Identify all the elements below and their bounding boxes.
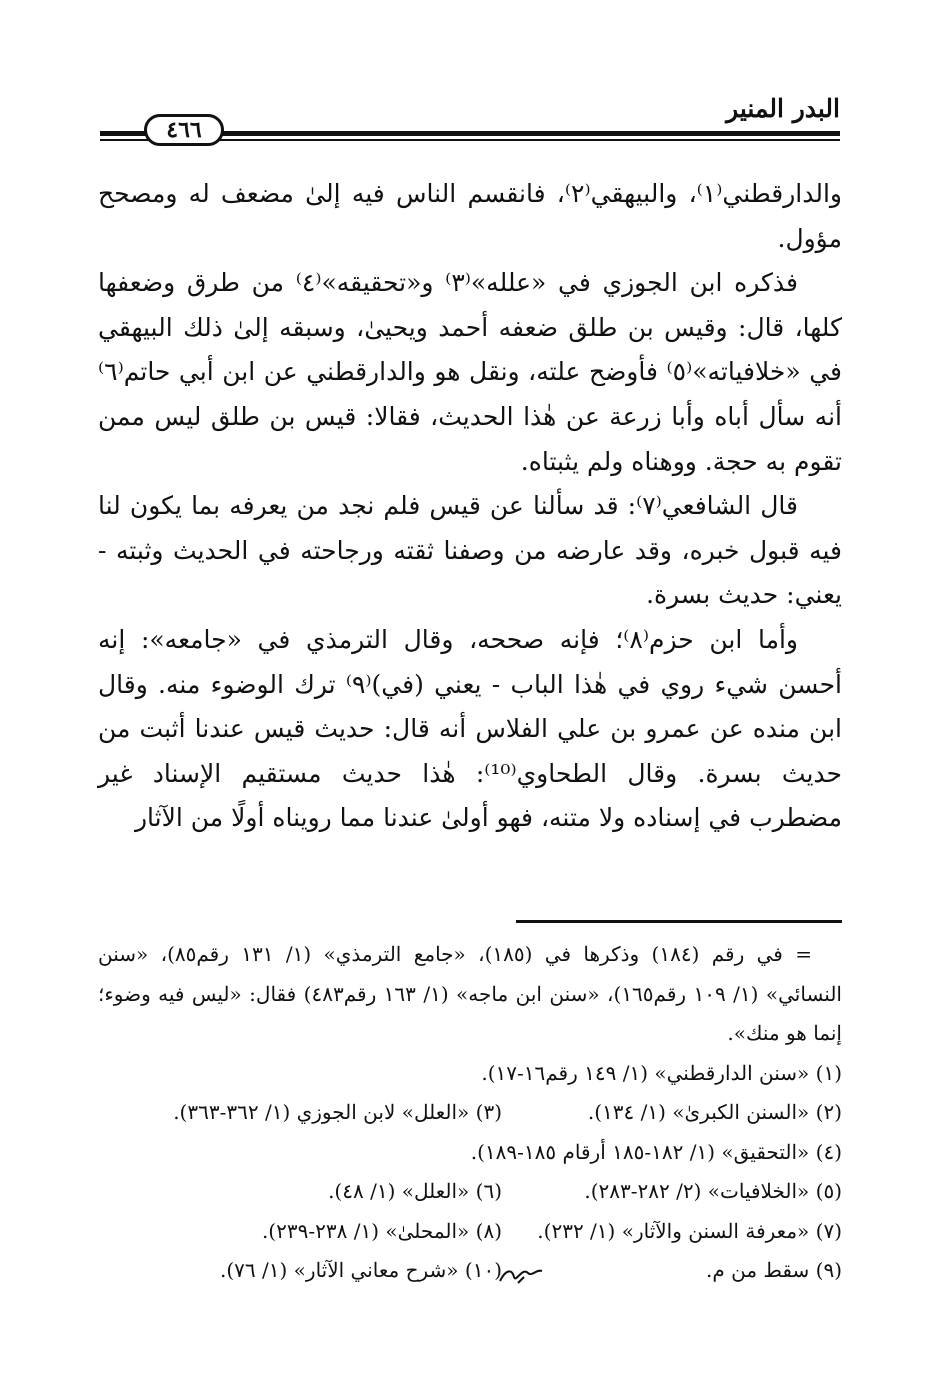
footnotes — [98, 935, 842, 1291]
footnote-separator — [516, 920, 842, 923]
paragraph: وأما ابن حزم⁽٨⁾؛ فإنه صححه، وقال الترمذي في «جامعه»: إنه أحسن شيء روي في هٰذا الباب - يعني (في)⁽٩⁾ ترك الوضوء منه. وقال ابن منده عن عمرو بن علي الفلاس أنه قال: حديث قيس عندنا أثبت من حديث بسرة. وقال الطحاوي⁽¹⁰⁾: هٰذا حديث مستقيم الإسناد غير مضطرب في إسناده ولا متنه، فهو أولىٰ عندنا مما رويناه أولًا من الآثار — [98, 624, 842, 833]
footnote-row — [98, 1093, 842, 1133]
footnote-2: (٢) «السنن الكبرىٰ» (١/ ١٣٤). — [587, 1100, 842, 1124]
footnote-6: (٦) «العلل» (١/ ٤٨). — [328, 1179, 502, 1203]
paragraph: قال الشافعي⁽٧⁾: قد سألنا عن قيس فلم نجد من يعرفه بما يكون لنا فيه قبول خبره، وقد عارضه من وصفنا ثقته ورجاحته في الحديث وثبته - يعني: حديث بسرة. — [98, 491, 842, 610]
footnote-10: (١٠) «شرح معاني الآثار» (١/ ٧٦). — [220, 1258, 502, 1282]
footnote-3: (٣) «العلل» لابن الجوزي (١/ ٣٦٢-٣٦٣). — [173, 1100, 502, 1124]
footnote-5: (٥) «الخلافيات» (٢/ ٢٨٢-٢٨٣). — [584, 1179, 842, 1203]
footnote-row — [98, 1133, 842, 1173]
paragraph: فذكره ابن الجوزي في «علله»⁽٣⁾ و«تحقيقه»⁽٤⁾ من طرق وضعفها كلها، قال: وقيس بن طلق ضعفه أحمد ويحيىٰ، وسبقه إلىٰ ذلك البيهقي في «خلافياته»⁽٥⁾ فأوضح علته، ونقل هو والدارقطني عن ابن أبي حاتم⁽٦⁾ أنه سأل أباه وأبا زرعة عن هٰذا الحديث، فقالا: قيس بن طلق ليس ممن تقوم به حجة. ووهناه ولم يثبتاه. — [98, 268, 842, 476]
footnote-continuation: = في رقم (١٨٤) وذكرها في (١٨٥)، «جامع الترمذي» (١/ ١٣١ رقم٨٥)، «سنن النسائي» (١/ ١٠٩ رقم١٦٥)، «سنن ابن ماجه» (١/ ١٦٣ رقم٤٨٣) فقال: «ليس فيه وضوء؛ إنما هو منك». — [98, 942, 842, 1045]
footnote-7: (٧) «معرفة السنن والآثار» (١/ ٢٣٢). — [537, 1218, 842, 1243]
paragraph: والدارقطني⁽١⁾، والبيهقي⁽٢⁾، فانقسم الناس فيه إلىٰ مضعف له ومصحح مؤول. — [98, 179, 842, 253]
footnote-row — [98, 1212, 842, 1252]
main-text — [98, 172, 842, 841]
footnote-1: (١) «سنن الدارقطني» (١/ ١٤٩ رقم١٦-١٧). — [481, 1060, 842, 1085]
footnote-8: (٨) «المحلىٰ» (١/ ٢٣٨-٢٣٩). — [261, 1218, 502, 1243]
footnote-row — [98, 1172, 842, 1212]
footnote-row — [98, 1251, 842, 1291]
page-header — [100, 88, 840, 152]
footnote-row — [98, 1054, 842, 1094]
footnote-4: (٤) «التحقيق» (١/ ١٨٢-١٨٥ أرقام ١٨٥-١٨٩). — [470, 1139, 842, 1164]
handwritten-mark-icon — [498, 1263, 544, 1287]
running-title: البدر المنير — [726, 94, 840, 123]
page-number: ٤٦٦ — [144, 114, 224, 146]
footnote-9: (٩) سقط من م. — [706, 1258, 842, 1282]
